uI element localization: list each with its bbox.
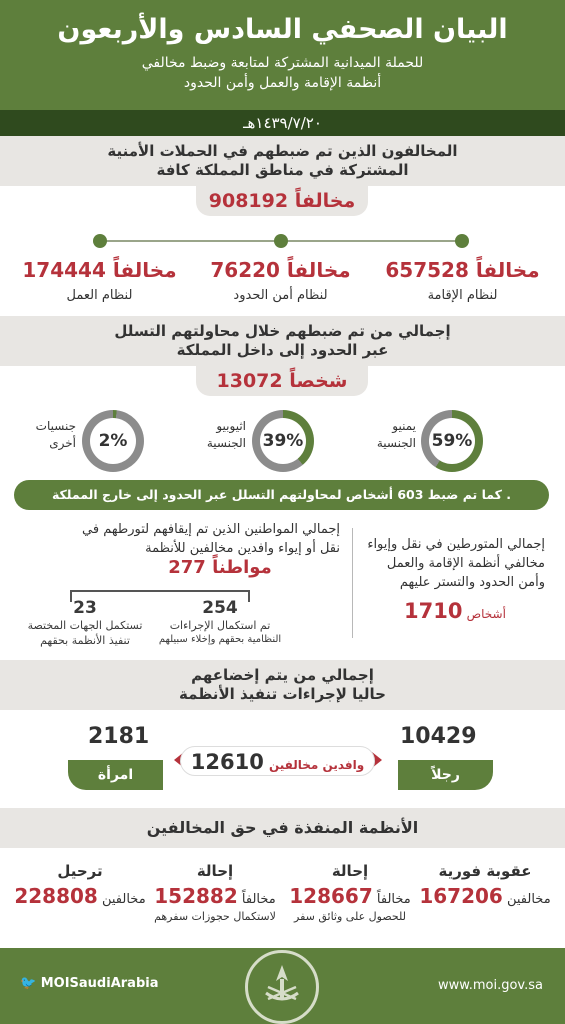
ministry-emblem-icon — [245, 950, 319, 1024]
ring-yemen — [421, 410, 483, 472]
pending-line1: تستكمل الجهات المختصة — [27, 619, 143, 632]
ring-label-yemen — [358, 418, 416, 452]
involved-total-unit: أشخاص — [466, 607, 506, 621]
system-referral-docs — [280, 862, 420, 923]
system-unit: مخالفاً — [376, 892, 411, 907]
system-unit: مخالفين — [506, 892, 551, 907]
section1-heading-line1: المخالفون الذين تم ضبطهم في الحملات الأمنية — [107, 142, 458, 160]
system-immediate — [415, 862, 555, 908]
system-title: إحالة — [331, 862, 369, 880]
stat-labor — [12, 258, 187, 303]
section2-total: 13072 شخصاً — [196, 366, 368, 396]
pending-line2: تنفيذ الأنظمة بحقهم — [40, 634, 130, 647]
ring-label-ethiopia — [188, 418, 246, 452]
ring-percent: 59% — [429, 418, 475, 464]
women-label: امرأة — [68, 760, 163, 790]
page-title: البيان الصحفي السادس والأربعون — [57, 14, 508, 45]
completed-line1: تم استكمال الإجراءات — [169, 619, 271, 632]
system-value: 228808 — [14, 884, 98, 908]
column-divider — [352, 528, 353, 638]
system-value: 167206 — [419, 884, 503, 908]
men-label: رجلاً — [398, 760, 493, 790]
ring-label-line2: الجنسية — [376, 436, 416, 450]
involved-line2: مخالفي أنظمة الإقامة والعمل — [386, 556, 545, 571]
date-band: ١٤٣٩/٧/٢٠هـ — [0, 110, 565, 136]
subtitle-line2: أنظمة الإقامة والعمل وأمن الحدود — [183, 75, 382, 91]
pending-value: 23 — [73, 598, 97, 618]
timeline-dot — [274, 234, 288, 248]
stat-value: 174444 مخالفاً — [22, 258, 177, 282]
subtitle-line1: للحملة الميدانية المشتركة لمتابعة وضبط مخالفي — [141, 55, 424, 71]
system-value: 128667 — [289, 884, 373, 908]
completed-value: 254 — [202, 598, 238, 618]
section4-heading-line2: حاليا لإجراءات تنفيذ الأنظمة — [179, 685, 386, 703]
total-pill — [180, 746, 375, 776]
twitter-icon: 🐦 — [20, 976, 37, 991]
involved-total-value: 1710 — [404, 599, 463, 623]
section1-heading — [0, 136, 565, 186]
stat-label: لنظام الإقامة — [427, 288, 498, 303]
citizens-line1: إجمالي المواطنين الذين تم إيقافهم لتورطهم في — [82, 522, 340, 537]
citizens-pending — [15, 598, 155, 648]
ring-other — [82, 410, 144, 472]
section1-total: 908192 مخالفاً — [196, 186, 368, 216]
system-unit: مخالفين — [101, 892, 146, 907]
system-unit: مخالفاً — [241, 892, 276, 907]
citizens-total: 277 مواطناً — [168, 557, 272, 578]
stat-value: 657528 مخالفاً — [385, 258, 540, 282]
system-referral-booking — [145, 862, 285, 923]
system-sub: للحصول على وثائق سفر — [294, 910, 406, 923]
ring-label-line2: أخرى — [49, 436, 76, 450]
stat-residence — [375, 258, 550, 303]
stat-label: لنظام أمن الحدود — [233, 288, 328, 303]
system-deportation — [10, 862, 150, 908]
total-label: وافدين مخالفين — [268, 758, 365, 772]
involved-block — [365, 535, 545, 624]
citizens-block — [40, 520, 340, 577]
section1-heading-line2: المشتركة في مناطق المملكة كافة — [156, 161, 409, 179]
stat-border — [193, 258, 368, 303]
section5-heading: الأنظمة المنفذة في حق المخالفين — [0, 808, 565, 848]
ring-percent: 2% — [90, 418, 136, 464]
stat-label: لنظام العمل — [66, 288, 133, 303]
section2-heading-line2: عبر الحدود إلى داخل المملكة — [176, 341, 389, 359]
completed-line2: النظامية بحقهم وإخلاء سبيلهم — [158, 634, 282, 645]
involved-line1: إجمالي المتورطين في نقل وإيواء — [367, 537, 545, 552]
citizens-completed — [150, 598, 290, 647]
section4-heading-line1: إجمالي من يتم إخضاعهم — [191, 666, 374, 684]
timeline-dot — [455, 234, 469, 248]
citizens-line2: نقل أو إيواء وافدين مخالفين للأنظمة — [145, 541, 340, 556]
women-value: 2181 — [88, 724, 150, 749]
timeline-dot — [93, 234, 107, 248]
twitter-text: MOISaudiArabia — [40, 976, 159, 991]
twitter-handle[interactable] — [20, 976, 158, 991]
section2-heading — [0, 316, 565, 366]
involved-line3: وأمن الحدود والتستر عليهم — [399, 575, 545, 590]
ring-ethiopia — [252, 410, 314, 472]
header — [0, 0, 565, 110]
ring-label-line1: يمنيو — [392, 419, 416, 433]
website-link[interactable]: www.moi.gov.sa — [438, 978, 543, 993]
outbound-banner: كما تم ضبط 603 أشخاص لمحاولتهم التسلل عبر الحدود إلى خارج المملكة . — [14, 480, 549, 510]
system-title: ترحيل — [57, 862, 103, 880]
ring-label-line2: الجنسية — [206, 436, 246, 450]
ring-percent: 39% — [260, 418, 306, 464]
stat-value: 76220 مخالفاً — [210, 258, 351, 282]
ring-label-line1: جنسيات — [35, 419, 76, 433]
section4-heading — [0, 660, 565, 710]
ring-label-line1: اثيوبيو — [216, 419, 246, 433]
total-value: 12610 — [190, 750, 264, 774]
system-sub: لاستكمال حجوزات سفرهم — [154, 910, 276, 923]
ring-label-other — [18, 418, 76, 452]
system-title: عقوبة فورية — [438, 862, 532, 880]
system-value: 152882 — [154, 884, 238, 908]
system-title: إحالة — [196, 862, 234, 880]
section2-heading-line1: إجمالي من تم ضبطهم خلال محاولتهم التسلل — [114, 322, 451, 340]
men-value: 10429 — [400, 724, 477, 749]
